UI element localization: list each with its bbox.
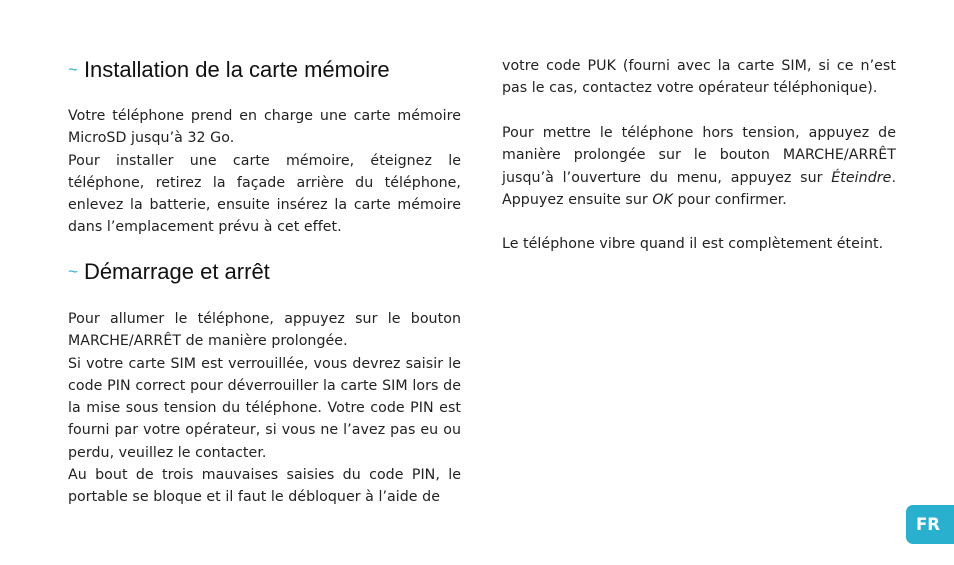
puk-continuation — [502, 55, 896, 100]
section-title-startup — [68, 259, 270, 287]
vibrate-paragraph: Le téléphone vibre quand il est complètement éteint. — [502, 236, 884, 252]
section-title-startup-text: Démarrage et arrêt — [83, 259, 270, 284]
startup-paragraph-3: Au bout de trois mauvaises saisies du code PIN, le portable se bloque et il faut le débloquer à l’aide de — [68, 467, 461, 506]
memory-card-paragraph-2: Pour installer une carte mémoire, éteignez le téléphone, retirez la façade arrière du téléphone, enlevez la batterie, ensuite insérez la carte mémoire dans l’emplacement prévu à cet effet. — [68, 152, 461, 236]
memory-card-body — [68, 105, 461, 239]
memory-card-paragraph-1: Votre téléphone prend en charge une carte mémoire MicroSD jusqu’à 32 Go. — [68, 108, 461, 147]
shutdown-italic-ok: OK — [652, 191, 673, 208]
vibrate-body — [502, 233, 896, 255]
shutdown-body — [502, 122, 896, 211]
shutdown-text-2: . Appuyez ensuite sur — [502, 169, 896, 208]
tilde-marker: ~ — [68, 262, 78, 281]
shutdown-text-1: Pour mettre le téléphone hors tension, appuyez de manière prolongée sur le bouton MARCHE/ARRÊT jusqu’à l’ouverture du menu, appuyez sur — [502, 125, 896, 186]
puk-paragraph: votre code PUK (fourni avec la carte SIM, si ce n’est pas le cas, contactez votre opérateur téléphonique). — [502, 58, 896, 97]
section-title-memory-card-text: Installation de la carte mémoire — [83, 57, 390, 82]
startup-paragraph-1: Pour allumer le téléphone, appuyez sur le bouton MARCHE/ARRÊT de manière prolongée. — [68, 311, 461, 350]
language-tab-fr: FR — [906, 505, 954, 544]
shutdown-paragraph — [502, 122, 896, 211]
shutdown-italic-eteindre: Éteindre — [831, 169, 892, 186]
tilde-marker: ~ — [68, 60, 78, 79]
startup-body — [68, 308, 461, 509]
startup-paragraph-2: Si votre carte SIM est verrouillée, vous devrez saisir le code PIN correct pour déverrouiller la carte SIM lors de la mise sous tension du téléphone. Votre code PIN est fourni par votre opérateur, si vous ne l’avez pas eu ou perdu, veuillez le contacter. — [68, 355, 461, 461]
section-title-memory-card — [68, 57, 390, 85]
shutdown-text-3: pour confirmer. — [672, 191, 787, 208]
